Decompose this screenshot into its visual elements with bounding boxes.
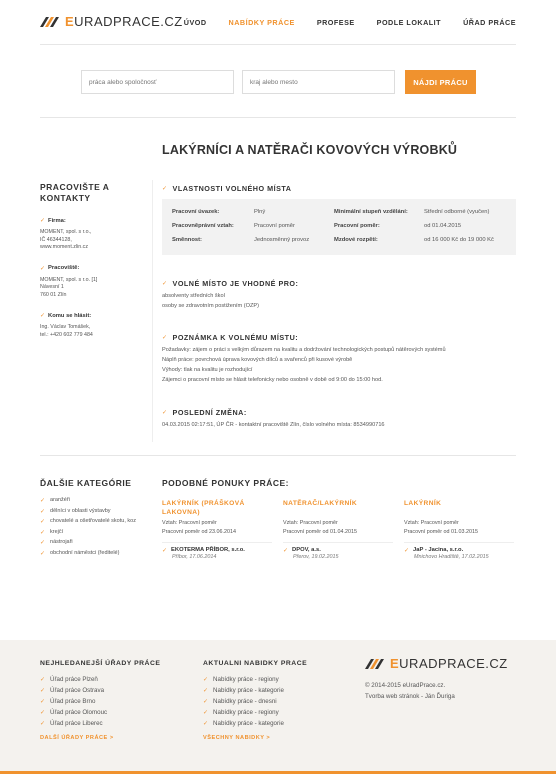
check-icon: ✓ — [162, 410, 168, 416]
offer-title[interactable]: NATĚRAČ/LAKÝRNÍK — [283, 500, 358, 507]
footer-offices-column: NEJHLEDANEJŠÍ ÚŘADY PRÁCE ✓ Úřad práce Plzeň ✓ Úřad práce Ostrava ✓ Úřad práce Brno ✓ Úřad práce Olomouc ✓ Úřad práce Liberec DALŠÍ ÚŘADY PRÁCE > — [40, 660, 161, 741]
categories-title: ĎALŠIE KATEGÓRIE — [40, 478, 132, 488]
check-icon: ✓ — [162, 186, 168, 192]
category-item[interactable]: ✓ obchodní náměstci (ředitelé) — [40, 550, 136, 561]
logo-stripes-icon — [365, 659, 387, 669]
category-item[interactable]: ✓ nástrojaři — [40, 539, 136, 550]
check-icon: ✓ — [40, 710, 46, 716]
nav-uvod[interactable]: ÚVOD — [183, 18, 207, 27]
more-offices-link[interactable]: DALŠÍ ÚŘADY PRÁCE > — [40, 735, 114, 741]
offer-location: Mnichovo Hradiště, 17.02.2015 — [414, 554, 489, 560]
offer-card[interactable]: LAKÝRNÍK Vztah: Pracovní poměr Pracovní poměr od 01.03.2015 ✓ JaP - Jacina, s.r.o. Mnichovo Hradiště, 17.02.2015 — [404, 499, 514, 560]
check-icon: ✓ — [404, 548, 410, 554]
offer-location: Příbor, 17.06.2014 — [172, 554, 217, 560]
check-icon: ✓ — [162, 548, 168, 554]
properties-title: ✓ VLASTNOSTI VOLNÉHO MÍSTA — [162, 184, 292, 193]
search-button[interactable]: NÁJDI PRÁCU — [405, 70, 476, 94]
check-icon: ✓ — [203, 721, 209, 727]
footer-link[interactable]: ✓ Nabídky práce - regiony — [203, 676, 307, 687]
check-icon: ✓ — [203, 688, 209, 694]
check-icon: ✓ — [40, 498, 46, 504]
category-item[interactable]: ✓ krejčí — [40, 529, 136, 540]
check-icon: ✓ — [40, 677, 46, 683]
firm-website-link[interactable]: www.moment.zlin.cz — [40, 244, 88, 250]
search-location-input[interactable] — [242, 70, 395, 94]
offer-company: JaP - Jacina, s.r.o. — [413, 547, 464, 553]
check-icon: ✓ — [40, 508, 46, 515]
footer-offers-column: AKTUALNI NABIDKY PRACE ✓ Nabídky práce - regiony ✓ Nabídky práce - kategorie ✓ Nabídky práce - dnesni ✓ Nabídky práce - regiony ✓ Nabídky práce - kategorie VŠECHNY NABIDKY > — [203, 660, 308, 741]
category-item[interactable]: ✓ chovatelé a ošetřovatelé skotu, koz — [40, 518, 136, 529]
footer-link[interactable]: ✓ Úřad práce Brno — [40, 698, 160, 709]
check-icon: ✓ — [40, 540, 46, 547]
last-change-title: ✓ POSLEDNÍ ZMĚNA: — [162, 408, 247, 417]
suitable-title: ✓ VOLNÉ MÍSTO JE VHODNÉ PRO: — [162, 279, 299, 288]
nav-nabidky-prace[interactable]: NABÍDKY PRÁCE — [228, 18, 295, 27]
check-icon: ✓ — [40, 721, 46, 727]
category-item[interactable]: ✓ dělníci v oblasti výstavby — [40, 508, 136, 519]
check-icon: ✓ — [40, 265, 46, 272]
last-change-text: 04.03.2015 02:17:51, ÚP ČR - kontaktní pracoviště Zlín, číslo volného místa: 8534990716 — [162, 422, 385, 428]
footer — [0, 640, 556, 774]
check-icon: ✓ — [203, 699, 209, 705]
nav-urad-prace[interactable]: ÚŘAD PRÁCE — [463, 18, 516, 27]
footer-link[interactable]: ✓ Nabídky práce - regiony — [203, 709, 307, 720]
credit: Tvorba web stránok - Ján Ďuriga — [365, 693, 455, 700]
check-icon: ✓ — [40, 218, 46, 224]
search-query-input[interactable] — [81, 70, 234, 94]
contact-person-block: ✓ Komu se hlásit: Ing. Václav Tomášek, tel.: +420 602 779 484 — [40, 312, 93, 338]
offer-company: DPOV, a.s. — [292, 547, 321, 553]
check-icon: ✓ — [40, 313, 46, 319]
suitable-text: absolventy středních škol osoby se zdravotním postižením (OZP) — [162, 293, 259, 309]
check-icon: ✓ — [203, 677, 209, 683]
categories-list — [40, 497, 136, 561]
nav-profese[interactable]: PROFESE — [316, 18, 355, 27]
all-offers-link[interactable]: VŠECHNY NABIDKY > — [203, 735, 271, 741]
check-icon: ✓ — [40, 519, 46, 526]
site-logo[interactable]: EURADPRACE.CZ — [40, 14, 183, 29]
contact-panel — [40, 182, 140, 339]
search-divider — [40, 117, 516, 118]
offer-title[interactable]: LAKÝRNÍK (PRÁŠKOVÁ LAKOVNA) — [162, 500, 245, 516]
check-icon: ✓ — [40, 529, 46, 536]
offer-location: Přerov, 19.02.2015 — [293, 554, 339, 560]
header-divider — [40, 44, 516, 45]
offer-company: EKOTERMA PŘÍBOR, s.r.o. — [171, 547, 245, 553]
logo-stripes-icon — [40, 17, 62, 27]
note-title: ✓ POZNÁMKA K VOLNÉMU MÍSTU: — [162, 333, 299, 342]
footer-link[interactable]: ✓ Úřad práce Plzeň — [40, 676, 160, 687]
check-icon: ✓ — [283, 548, 289, 554]
search-bar — [81, 70, 476, 94]
check-icon: ✓ — [40, 699, 46, 705]
column-divider — [152, 180, 153, 442]
check-icon: ✓ — [203, 710, 209, 716]
copyright: © 2014-2015 eUradPrace.cz. — [365, 682, 446, 689]
footer-link[interactable]: ✓ Nabídky práce - kategorie — [203, 720, 307, 731]
category-item[interactable]: ✓ aranžéři — [40, 497, 136, 508]
page-title: LAKÝRNÍCI A NATĚRAČI KOVOVÝCH VÝROBKŮ — [162, 143, 458, 157]
footer-link[interactable]: ✓ Nabídky práce - dnesni — [203, 698, 307, 709]
similar-offers-title: PODOBNÉ PONUKY PRÁCE: — [162, 478, 289, 488]
footer-link[interactable]: ✓ Úřad práce Ostrava — [40, 687, 160, 698]
workplace-block: ✓ Pracoviště: MOMENT, spol. s r.o. [1] Návesní 1 760 01 Zlín — [40, 265, 98, 298]
offer-card[interactable]: LAKÝRNÍK (PRÁŠKOVÁ LAKOVNA) Vztah: Pracovní poměr Pracovní poměr od 23.06.2014 ✓ EKOTERMA PŘÍBOR, s.r.o. Příbor, 17.06.2014 — [162, 499, 272, 560]
firm-block: ✓ Firma: MOMENT, spol. s r.o., IČ 46344128, www.moment.zlin.cz — [40, 217, 140, 252]
footer-link[interactable]: ✓ Nabídky práce - kategorie — [203, 687, 307, 698]
check-icon: ✓ — [162, 281, 168, 287]
section-divider — [40, 455, 516, 456]
contact-title: PRACOVIŠTE A KONTAKTY — [40, 182, 110, 203]
footer-link[interactable]: ✓ Úřad práce Olomouc — [40, 709, 160, 720]
check-icon: ✓ — [40, 550, 46, 557]
properties-box: Pracovní úvazek: Plný Pracovněprávní vztah: Pracovní poměr Směnnost: Jednosměnný provoz Minimální stupeň vzdělání: Střední odborné (vyučen) Pracovní poměr: od 01.04.2015 Mzdové rozpětí: od 16 000 Kč do 19 000 Kč — [162, 199, 516, 255]
main-nav — [184, 18, 516, 27]
check-icon: ✓ — [162, 335, 168, 341]
footer-link[interactable]: ✓ Úřad práce Liberec — [40, 720, 160, 731]
offer-title[interactable]: LAKÝRNÍK — [404, 500, 442, 507]
footer-brand-column — [365, 656, 508, 702]
check-icon: ✓ — [40, 688, 46, 694]
note-text: Požadavky: zájem o práci s velkým důrazem na kvalitu a dodržování technologických postupů nátěrových systémů Náplň práce: povrchová úprava kovových dílců a svařenců při kusové výrobě Výhody: tlak na kvalitu je rozhodující Zájemci o pracovní místo se hlásit telefonicky nebo osobně v době od 9:00 do 15:00 hod. — [162, 347, 446, 383]
nav-podle-lokalit[interactable]: PODLE LOKALIT — [376, 18, 442, 27]
offer-card[interactable]: NATĚRAČ/LAKÝRNÍK Vztah: Pracovní poměr Pracovní poměr od 01.04.2015 ✓ DPOV, a.s. Přerov, 19.02.2015 — [283, 499, 393, 560]
footer-logo[interactable]: EURADPRACE.CZ — [365, 656, 508, 671]
